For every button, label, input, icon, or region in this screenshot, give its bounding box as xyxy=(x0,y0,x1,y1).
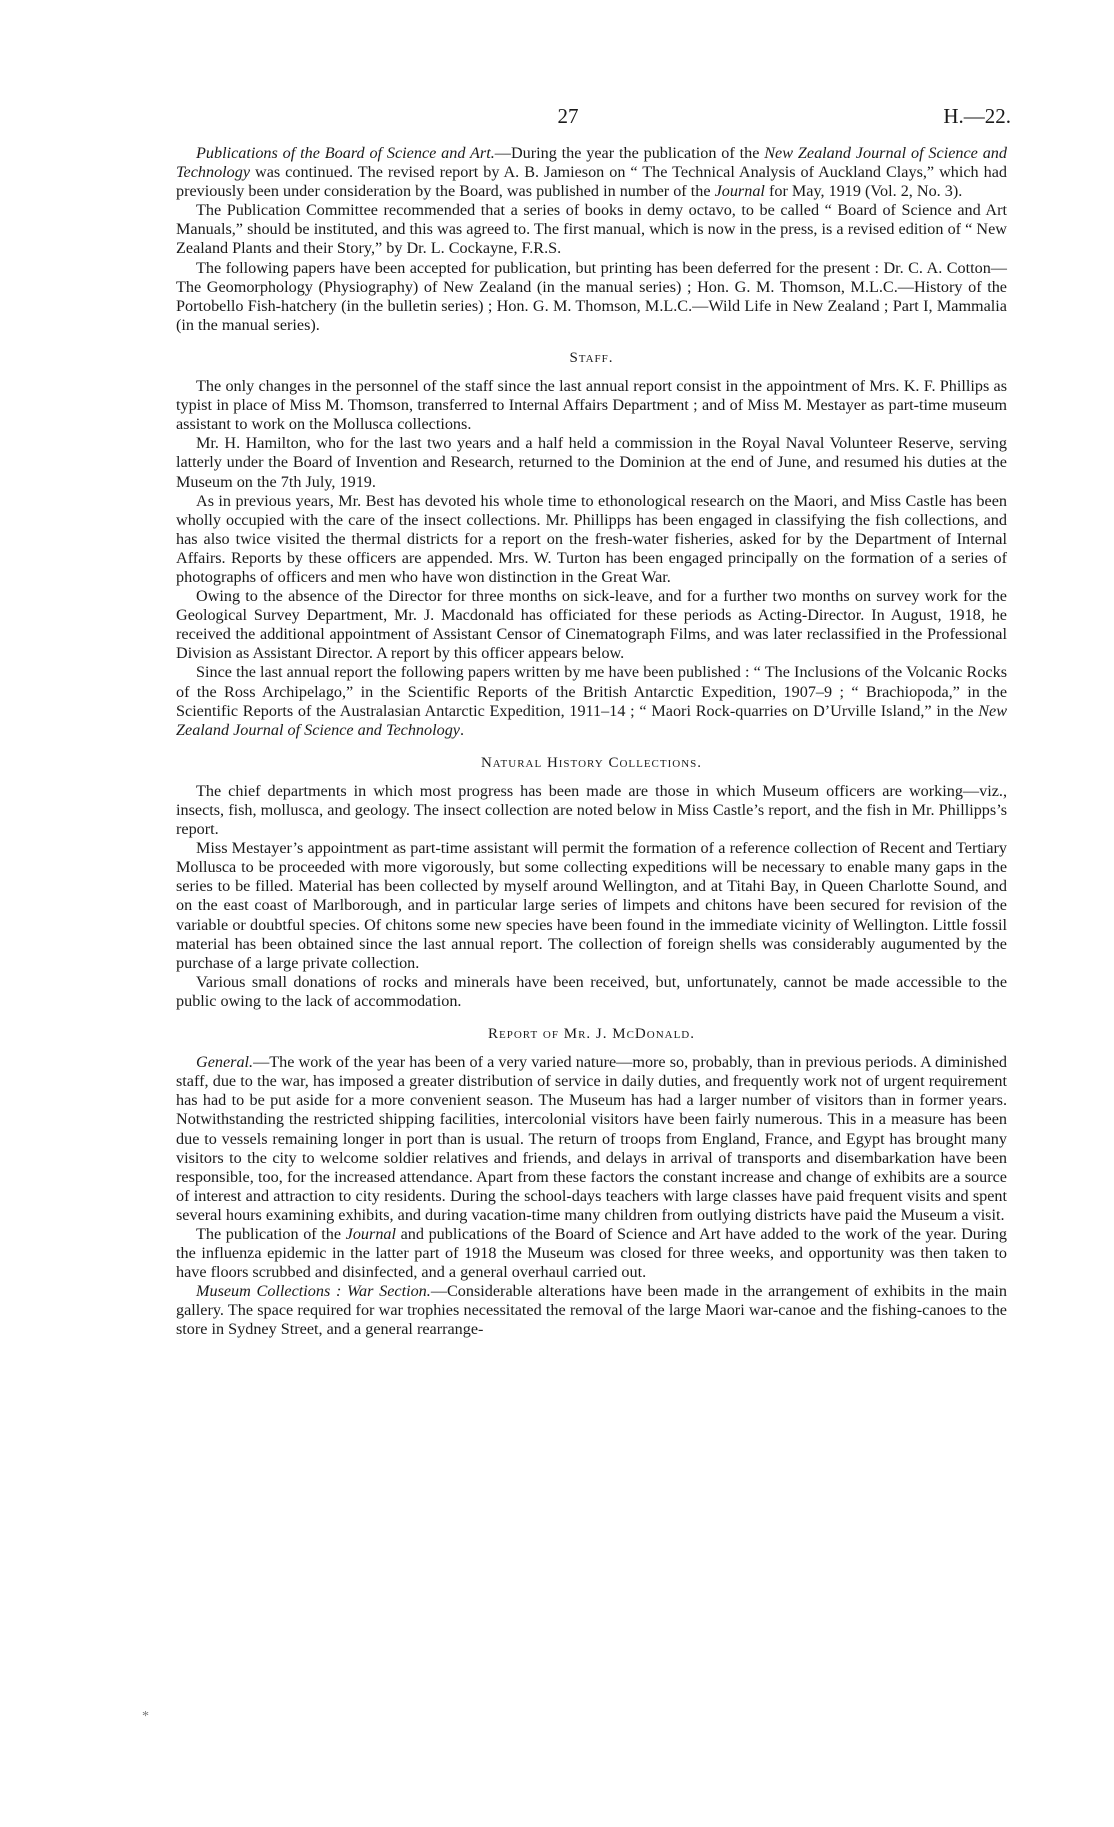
acting-director-paragraph: Owing to the absence of the Director for three months on sick-leave, and for a further two months on survey work for the Geological Survey Department, Mr. J. Macdonald has officiated for these periods as Acting-Director. In August, 1918, he received the additional appointment of Assistant Censor of Cinematograph Films, and was later reclassified in the Professional Division as Assistant Director. A report by this officer appears below. xyxy=(176,587,1007,663)
war-section-paragraph: Museum Collections : War Section.—Considerable alterations have been made in the arrangement of exhibits in the main gallery. The space required for war trophies necessitated the removal of the large Maori war-canoe and the fishing-canoes to the store in Sydney Street, and a general rearrange- xyxy=(176,1282,1007,1339)
document-reference: H.—22. xyxy=(943,104,1011,128)
general-lead: General. xyxy=(196,1053,254,1072)
hamilton-paragraph: Mr. H. Hamilton, who for the last two years and a half held a commission in the Royal Naval Volunteer Reserve, serving latterly under the Board of Invention and Research, returned to the Dominion at the end of June, and resumed his duties at the Museum on the 7th July, 1919. xyxy=(176,434,1007,491)
report-heading: Report of Mr. J. McDonald. xyxy=(487,1026,695,1043)
manuals-paragraph: The Publication Committee recommended that a series of books in demy octavo, to be called “ Board of Science and Art Manuals,” should be instituted, and this was agreed to. The first manual, which is now in the press, is a revised edition of “ New Zealand Plants and their Story,” by Dr. L. Cockayne, F.R.S. xyxy=(176,201,1007,258)
journal-short-title: Journal xyxy=(714,182,765,201)
journal-short-title-2: Journal xyxy=(345,1224,397,1243)
general-paragraph: General.—The work of the year has been of a very varied nature—more so, probably, than in previous periods. A diminished staff, due to the war, has imposed a greater distribution of service in daily duties, and frequently work not of urgent requirement has had to be put aside for a more convenient season. The Museum has had a larger number of visitors than in former years. Notwithstanding the restricted shipping facilities, intercolonial visitors have been fairly numerous. This in a measure has been due to vessels remaining longer in port than is usual. The return of troops from England, France, and Egypt has brought many visitors to the city to welcome soldier relatives and friends, and delays in arrival of transports and disembarkation have been responsible, too, for the increased attendance. Apart from these factors the constant increase and change of exhibits are a source of interest and attraction to city residents. During the school-days teachers with large classes have paid frequent visits and spent several hours examining exhibits, and during vacation-time many children from outlying districts have paid the Museum a visit. xyxy=(176,1053,1007,1224)
page-number: 27 xyxy=(557,104,579,128)
staff-heading: Staff. xyxy=(569,349,614,366)
deferred-papers-paragraph: The following papers have been accepted for publication, but printing has been deferred for the present : Dr. C. A. Cotton—The Geomorphology (Physiography) of New Zealand (in the manual series) ; Hon. G. M. Thomson, M.L.C.—History of the Portobello Fish-hatchery (in the bulletin series) ; Hon. G. M. Thomson, M.L.C.—Wild Life in New Zealand ; Part I, Mammalia (in the manual series). xyxy=(176,258,1007,334)
mollusca-paragraph: Miss Mestayer’s appointment as part-time assistant will permit the formation of a reference collection of Recent and Tertiary Mollusca to be proceeded with more vigorously, but some collecting expeditions will be necessary to enable many gaps in the series to be filled. Material has been collected by myself around Wellington, and at Titahi Bay, in Queen Charlotte Sound, and on the east coast of Marlborough, and in particular large series of limpets and chitons have been secured for revision of the variable or doubtful species. Of chitons some new species have been found in the immediate vicinity of Wellington. Little fossil material has been obtained since the last annual report. The collection of foreign shells was considerably augumented by the purchase of a large private collection. xyxy=(176,839,1007,972)
papers-published-paragraph: Since the last annual report the following papers written by me have been published : “ The Inclusions of the Volcanic Rocks of the Ross Archipelago,” in the Scientific Reports of the British Antarctic Expedition, 1907–9 ; “ Brachiopoda,” in the Scientific Reports of the Australasian Antarctic Expedition, 1911–14 ; “ Maori Rock-quarries on D’Urville Island,” in the New Zealand Journal of Science and Technology. xyxy=(176,663,1007,739)
departments-paragraph: The chief departments in which most progress has been made are those in which Museum officers are working—viz., insects, fish, mollusca, and geology. The insect collection are noted below in Miss Castle’s report, and the fish in Mr. Phillipps’s report. xyxy=(176,781,1007,839)
war-section-lead: Museum Collections : War Section. xyxy=(196,1282,431,1301)
publications-lead: Publications of the Board of Science and Art. xyxy=(196,144,495,162)
publications-paragraph: Publications of the Board of Science and Art.—During the year the publication of the New Zealand Journal of Science and Technology was continued. The revised report by A. B. Jamieson on “ The Technical Analysis of Auckland Clays,” which had previously been under consideration by the Board, was published in number of the Journal for May, 1919 (Vol. 2, No. 3). xyxy=(176,144,1007,201)
journal-title: New Zealand Journal of Science and Technology xyxy=(176,144,1007,182)
document-body xyxy=(176,144,1007,1340)
staff-changes-paragraph: The only changes in the personnel of the staff since the last annual report consist in the appointment of Mrs. K. F. Phillips as typist in place of Miss M. Thomson, transferred to Internal Affairs Department ; and of Miss M. Mestayer as part-time museum assistant to work on the Mollusca collections. xyxy=(176,377,1007,434)
margin-mark: * xyxy=(142,1709,149,1724)
publication-work-paragraph: The publication of the Journal and publications of the Board of Science and Art have added to the work of the year. During the influenza epidemic in the latter part of 1918 the Museum was closed for three weeks, and opportunity was then taken to have floors scrubbed and disinfected, and a general overhaul carried out. xyxy=(176,1224,1007,1282)
page-header xyxy=(0,104,1114,134)
donations-paragraph: Various small donations of rocks and minerals have been received, but, unfortunately, cannot be made accessible to the public owing to the lack of accommodation. xyxy=(176,972,1007,1010)
natural-history-heading: Natural History Collections. xyxy=(480,754,703,771)
officers-work-paragraph: As in previous years, Mr. Best has devoted his whole time to ethonological research on the Maori, and Miss Castle has been wholly occupied with the care of the insect collections. Mr. Phillipps has been engaged in classifying the fish collections, and has also twice visited the thermal districts for a report on the fresh-water fisheries, asked for by the Department of Internal Affairs. Reports by these officers are appended. Mrs. W. Turton has been engaged principally on the formation of a series of photographs of officers and men who have won distinction in the Great War. xyxy=(176,491,1007,586)
journal-title-2: New Zealand Journal of Science and Technology xyxy=(176,701,1007,739)
